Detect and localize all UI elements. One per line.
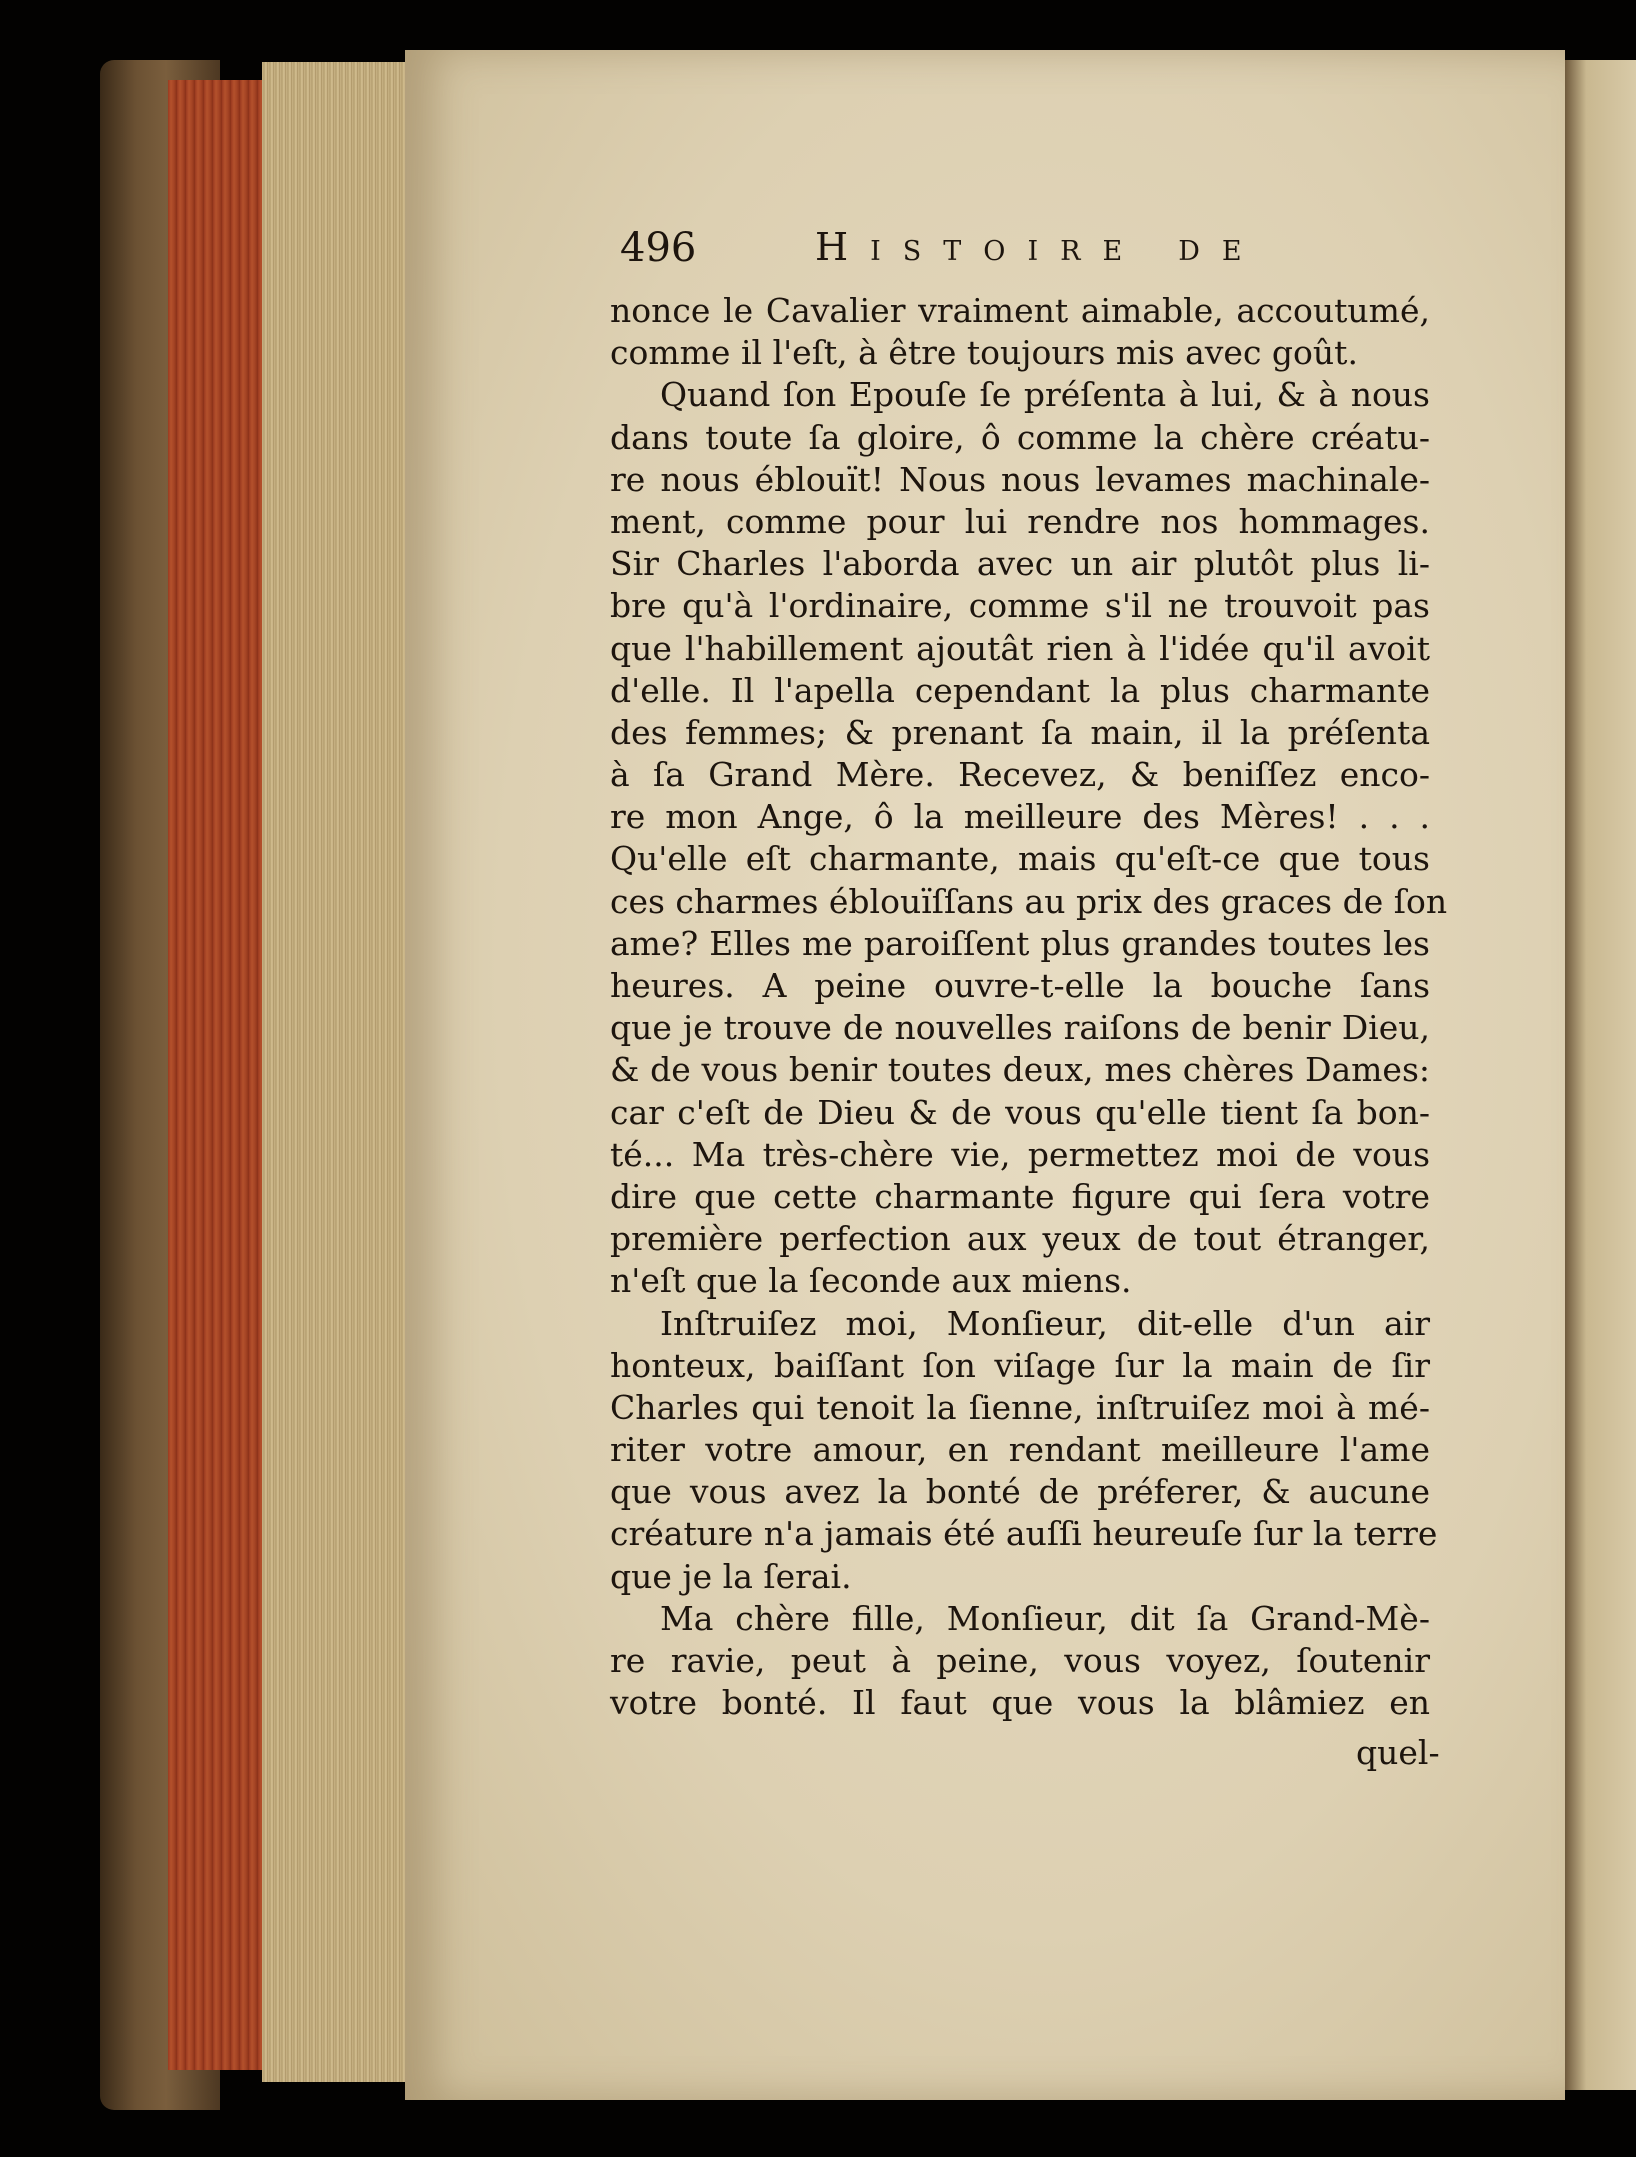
text-line: té... Ma très-chère vie, permettez moi de vous — [610, 1134, 1430, 1174]
text-line: re nous éblouït! Nous nous levames machinale- — [610, 459, 1430, 499]
text-line: première perfection aux yeux de tout étranger, — [610, 1219, 1430, 1259]
text-line: créature n'a jamais été auſſi heureuſe ſur la terre — [610, 1514, 1438, 1554]
text-line: que vous avez la bonté de préferer, & aucune — [610, 1472, 1430, 1512]
text-line: des femmes; & prenant ſa main, il la préſenta — [610, 712, 1430, 752]
text-line: bre qu'à l'ordinaire, comme s'il ne trouvoit pas — [610, 586, 1430, 626]
text-line: Quand ſon Epouſe ſe préſenta à lui, & à nous — [660, 375, 1430, 415]
text-line: re mon Ange, ô la meilleure des Mères! . . . — [610, 797, 1430, 837]
text-line: que je la ſerai. — [610, 1556, 852, 1596]
catchword: quel- — [1356, 1733, 1440, 1772]
text-line: Charles qui tenoit la ſienne, inſtruiſez moi à mé- — [610, 1387, 1430, 1427]
text-line: votre bonté. Il faut que vous la blâmiez en — [610, 1683, 1430, 1723]
page-stack — [262, 62, 412, 2082]
text-line: à ſa Grand Mère. Recevez, & beniſſez enco- — [610, 755, 1430, 795]
text-line: ame? Elles me paroiſſent plus grandes toutes les — [610, 923, 1430, 963]
running-title: Histoire de — [815, 225, 1264, 269]
text-line: que l'habillement ajoutât rien à l'idée qu'il avoit — [610, 628, 1430, 668]
text-line: comme il l'eſt, à être toujours mis avec goût. — [610, 333, 1358, 373]
text-line: d'elle. Il l'apella cependant la plus charmante — [610, 670, 1430, 710]
text-line: honteux, baiſſant ſon viſage ſur la main de ſir — [610, 1345, 1430, 1385]
text-line: dire que cette charmante figure qui ſera votre — [610, 1176, 1430, 1216]
page-number: 496 — [620, 225, 697, 271]
text-line: heures. A peine ouvre-t-elle la bouche ſans — [610, 966, 1430, 1005]
text-line: Ma chère fille, Monſieur, dit ſa Grand-Mè- — [660, 1598, 1430, 1638]
text-line: dans toute ſa gloire, ô comme la chère créatu- — [610, 417, 1430, 457]
text-line: ment, comme pour lui rendre nos hommages. — [610, 501, 1430, 541]
facing-page — [1565, 60, 1636, 2090]
text-line: Qu'elle eſt charmante, mais qu'eſt-ce que tous — [610, 839, 1430, 879]
text-line: & de vous benir toutes deux, mes chères Dames: — [610, 1050, 1430, 1090]
text-line: ces charmes éblouïſſans au prix des graces de ſon — [610, 881, 1448, 921]
page-edges — [168, 80, 268, 2070]
text-line: car c'eſt de Dieu & de vous qu'elle tient ſa bon- — [610, 1092, 1430, 1132]
body-text — [610, 290, 1448, 1724]
text-line: n'eſt que la ſeconde aux miens. — [610, 1261, 1132, 1301]
text-line: re ravie, peut à peine, vous voyez, ſoutenir — [610, 1641, 1430, 1680]
text-line: Sir Charles l'aborda avec un air plutôt plus li- — [610, 544, 1430, 584]
text-line: nonce le Cavalier vraiment aimable, accoutumé, — [610, 291, 1430, 330]
text-line: que je trouve de nouvelles raiſons de benir Dieu, — [610, 1008, 1430, 1048]
text-line: riter votre amour, en rendant meilleure l'ame — [610, 1430, 1430, 1470]
text-line: Inſtruiſez moi, Monſieur, dit-elle d'un air — [660, 1303, 1430, 1343]
